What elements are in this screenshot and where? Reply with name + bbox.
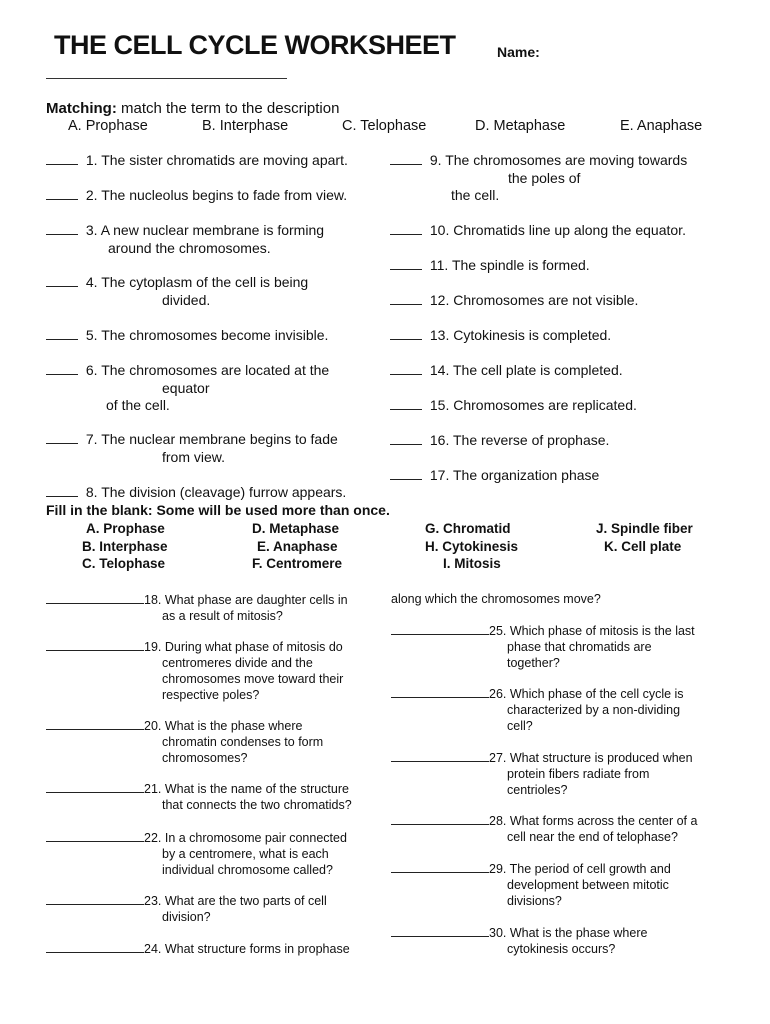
question-text: What is the phase where xyxy=(509,926,648,940)
question-text: The nuclear membrane begins to fade xyxy=(101,431,338,447)
matching-question xyxy=(390,257,590,275)
answer-blank[interactable] xyxy=(46,152,78,165)
fill-question xyxy=(391,622,695,671)
matching-question xyxy=(46,431,338,466)
answer-blank[interactable] xyxy=(46,274,78,287)
question-number: 13. xyxy=(426,327,454,343)
fill-question xyxy=(46,717,323,766)
answer-blank[interactable] xyxy=(390,152,422,165)
question-text: The spindle is formed. xyxy=(451,257,590,273)
question-text: What structure forms in prophase xyxy=(164,942,350,956)
question-number: 24. xyxy=(144,942,165,956)
answer-e: E. Anaphase xyxy=(257,539,338,554)
question-number: 7. xyxy=(82,431,102,447)
page-title: THE CELL CYCLE WORKSHEET xyxy=(54,30,456,60)
question-number: 5. xyxy=(82,327,102,343)
answer-blank[interactable] xyxy=(391,685,489,698)
fill-question xyxy=(391,749,693,798)
name-line[interactable] xyxy=(46,78,287,79)
fill-question xyxy=(391,812,697,845)
question-number: 12. xyxy=(426,292,454,308)
question-text: What is the phase where xyxy=(164,719,303,733)
question-text-line: characterized by a non-dividing xyxy=(507,703,681,717)
question-number: 23. xyxy=(144,894,165,908)
question-number: 1. xyxy=(82,152,102,168)
answer-i: I. Mitosis xyxy=(443,556,501,571)
question-text-line: cell? xyxy=(507,719,533,733)
matching-heading xyxy=(46,100,339,117)
answer-c: C. Telophase xyxy=(82,556,166,571)
question-number: 10. xyxy=(426,222,454,238)
option-e: E. Anaphase xyxy=(620,118,703,134)
question-text-line: as a result of mitosis? xyxy=(162,609,283,623)
question-number: 20. xyxy=(144,719,165,733)
question-number: 6. xyxy=(82,362,102,378)
answer-f: F. Centromere xyxy=(252,556,343,571)
answer-blank[interactable] xyxy=(46,940,144,953)
option-c: C. Telophase xyxy=(342,118,427,134)
answer-blank[interactable] xyxy=(390,467,422,480)
option-b: B. Interphase xyxy=(202,118,289,134)
question-text-line: phase that chromatids are xyxy=(507,640,652,654)
question-number: 28. xyxy=(489,814,510,828)
answer-blank[interactable] xyxy=(390,327,422,340)
answer-blank[interactable] xyxy=(390,257,422,270)
answer-blank[interactable] xyxy=(391,860,489,873)
question-text: Chromatids line up along the equator. xyxy=(453,222,686,238)
matching-question xyxy=(46,327,328,345)
answer-blank[interactable] xyxy=(390,432,422,445)
question-text: Which phase of mitosis is the last xyxy=(509,624,695,638)
answer-blank[interactable] xyxy=(46,187,78,200)
question-number: 27. xyxy=(489,751,510,765)
question-text: What forms across the center of a xyxy=(509,814,698,828)
question-text: What structure is produced when xyxy=(509,751,693,765)
question-text-line: around the chromosomes. xyxy=(108,239,271,256)
question-text-line: that connects the two chromatids? xyxy=(162,798,352,812)
answer-blank[interactable] xyxy=(46,892,144,905)
question-number: 4. xyxy=(82,274,102,290)
option-d: D. Metaphase xyxy=(475,118,566,134)
question-text: What is the name of the structure xyxy=(164,782,349,796)
question-number: 29. xyxy=(489,862,510,876)
question-number: 26. xyxy=(489,687,510,701)
question-text: Cytokinesis is completed. xyxy=(453,327,612,343)
question-text: The chromosomes are moving towards xyxy=(445,152,688,168)
question-text-line: respective poles? xyxy=(162,688,260,702)
answer-blank[interactable] xyxy=(390,222,422,235)
question-text: Which phase of the cell cycle is xyxy=(509,687,684,701)
question-text: The sister chromatids are moving apart. xyxy=(101,152,348,168)
fill-question xyxy=(46,940,350,957)
answer-blank[interactable] xyxy=(46,431,78,444)
fill-question xyxy=(391,924,647,957)
matching-question xyxy=(46,187,347,205)
answer-g: G. Chromatid xyxy=(425,521,511,536)
question-text: The cytoplasm of the cell is being xyxy=(101,274,309,290)
question-text: In a chromosome pair connected xyxy=(164,831,347,845)
matching-question xyxy=(390,292,638,310)
question-text-line: cell near the end of telophase? xyxy=(507,830,678,844)
question-text: What phase are daughter cells in xyxy=(164,593,348,607)
question-text-line: individual chromosome called? xyxy=(162,863,333,877)
fill-question xyxy=(391,860,671,909)
answer-blank[interactable] xyxy=(391,622,489,635)
question-text-line: divisions? xyxy=(507,894,562,908)
answer-d: D. Metaphase xyxy=(252,521,340,536)
question-text: The nucleolus begins to fade from view. xyxy=(101,187,348,203)
question-text-line: chromosomes? xyxy=(162,751,248,765)
answer-k: K. Cell plate xyxy=(604,539,682,554)
answer-blank[interactable] xyxy=(46,780,144,793)
question-text-line: chromatin condenses to form xyxy=(162,735,324,749)
question-text-line: centromeres divide and the xyxy=(162,656,313,670)
question-text: Chromosomes are replicated. xyxy=(453,397,637,413)
matching-question xyxy=(390,152,687,205)
question-text-line: cytokinesis occurs? xyxy=(507,942,616,956)
answer-blank[interactable] xyxy=(46,327,78,340)
question-text-line: of the cell. xyxy=(106,397,170,413)
answer-a: A. Prophase xyxy=(86,521,165,536)
answer-h: H. Cytokinesis xyxy=(425,539,519,554)
matching-question xyxy=(46,274,308,309)
question-text-line: centrioles? xyxy=(507,783,568,797)
answer-blank[interactable] xyxy=(390,397,422,410)
answer-blank[interactable] xyxy=(46,717,144,730)
question-text: The cell plate is completed. xyxy=(453,362,623,378)
question-text: The chromosomes become invisible. xyxy=(101,327,329,343)
question-text: A new nuclear membrane is forming xyxy=(100,222,325,238)
question-text-line: the poles of xyxy=(508,169,581,186)
answer-blank[interactable] xyxy=(46,829,144,842)
fill-question xyxy=(391,685,684,734)
question-number: 22. xyxy=(144,831,165,845)
fill-question xyxy=(46,780,352,813)
question-number: 25. xyxy=(489,624,510,638)
matching-question xyxy=(46,152,348,170)
answer-blank[interactable] xyxy=(390,292,422,305)
answer-blank[interactable] xyxy=(391,924,489,937)
question-number: 14. xyxy=(426,362,453,378)
question-text-line: equator xyxy=(162,379,210,396)
answer-j: J. Spindle fiber xyxy=(596,521,693,536)
question-number: 16. xyxy=(426,432,453,448)
question-text-line: divided. xyxy=(162,291,211,308)
question-number: 15. xyxy=(426,397,454,413)
question-number: 2. xyxy=(82,187,102,203)
question-text-line: division? xyxy=(162,910,211,924)
matching-question xyxy=(390,397,637,415)
fill-question xyxy=(46,638,343,703)
question-number: 21. xyxy=(144,782,165,796)
fill-question xyxy=(46,829,347,878)
fill-question xyxy=(46,591,348,624)
question-text: What are the two parts of cell xyxy=(164,894,327,908)
question-number: 18. xyxy=(144,593,165,607)
question-number: 30. xyxy=(489,926,510,940)
question-number: 9. xyxy=(426,152,446,168)
question-number: 11. xyxy=(426,257,452,273)
question-number: 17. xyxy=(426,467,453,483)
answer-blank[interactable] xyxy=(46,222,78,235)
question-text-line: development between mitotic xyxy=(507,878,669,892)
question-text-line: together? xyxy=(507,656,560,670)
question-number: 19. xyxy=(144,640,165,654)
matching-label: Matching: xyxy=(46,100,117,117)
answer-blank[interactable] xyxy=(391,749,489,762)
question-text-line: the cell. xyxy=(451,187,500,203)
matching-instruction: match the term to the description xyxy=(121,100,340,117)
matching-question xyxy=(390,432,609,450)
matching-question xyxy=(46,222,324,257)
answer-blank[interactable] xyxy=(391,812,489,825)
answer-blank[interactable] xyxy=(46,591,144,604)
question-text-line: protein fibers radiate from xyxy=(507,767,650,781)
question-text: The period of cell growth and xyxy=(509,862,671,876)
question-text: Chromosomes are not visible. xyxy=(453,292,639,308)
answer-blank[interactable] xyxy=(390,362,422,375)
matching-question xyxy=(390,467,599,485)
question-number: 3. xyxy=(82,222,101,238)
answer-blank[interactable] xyxy=(46,638,144,651)
question-text: The division (cleavage) furrow appears. xyxy=(101,484,347,500)
matching-question xyxy=(390,327,611,345)
question-24-continuation: along which the chromosomes move? xyxy=(391,592,601,606)
answer-b: B. Interphase xyxy=(82,539,168,554)
question-text-line: by a centromere, what is each xyxy=(162,847,329,861)
answer-blank[interactable] xyxy=(46,484,78,497)
fill-question xyxy=(46,892,327,925)
question-text-line: chromosomes move toward their xyxy=(162,672,344,686)
matching-question xyxy=(390,362,623,380)
question-text: The organization phase xyxy=(453,467,600,483)
matching-question xyxy=(46,484,346,502)
question-text: The reverse of prophase. xyxy=(453,432,610,448)
matching-question xyxy=(390,222,686,240)
fill-heading: Fill in the blank: Some will be used more than once. xyxy=(46,502,390,518)
answer-blank[interactable] xyxy=(46,362,78,375)
option-a: A. Prophase xyxy=(68,118,148,134)
question-text-line: from view. xyxy=(162,448,226,465)
question-text: The chromosomes are located at the xyxy=(101,362,330,378)
matching-question xyxy=(46,362,329,415)
question-number: 8. xyxy=(82,484,102,500)
question-text: During what phase of mitosis do xyxy=(164,640,343,654)
name-label: Name: xyxy=(497,44,540,60)
